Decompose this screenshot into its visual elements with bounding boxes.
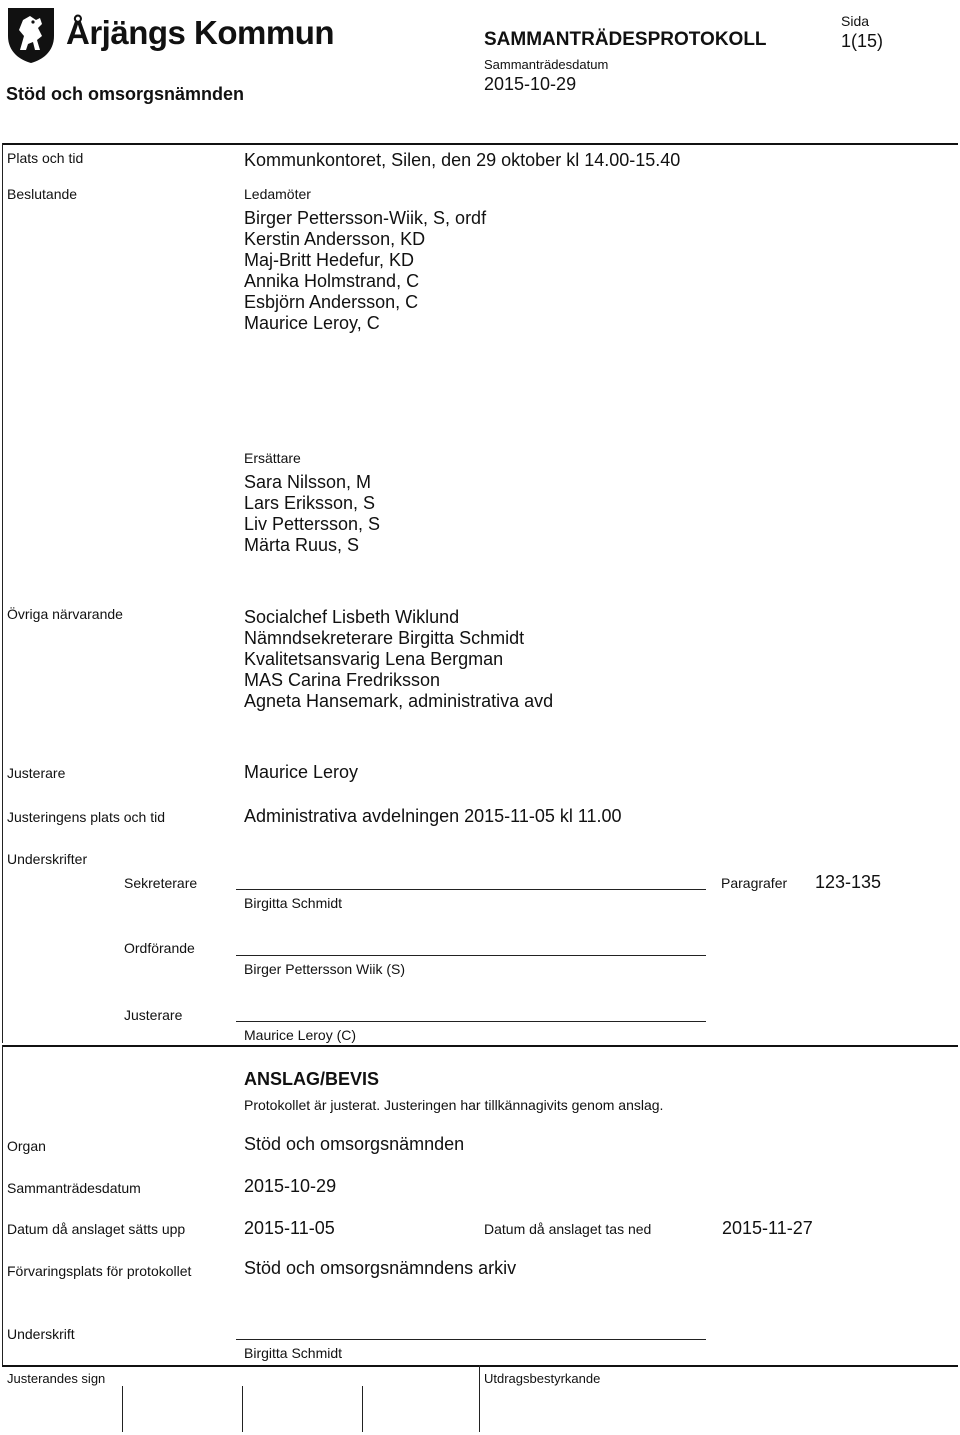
chair-signature-line (236, 955, 706, 956)
substitute-item: Märta Ruus, S (244, 535, 360, 555)
adjustment-place-value: Administrativa avdelningen 2015-11-05 kl 11.00 (244, 806, 622, 826)
attendee-item: Socialchef Lisbeth Wiklund (244, 607, 460, 627)
attendee-item: Kvalitetsansvarig Lena Bergman (244, 649, 504, 669)
posted-date-label: Datum då anslaget sätts upp (7, 1221, 186, 1237)
adjuster-value: Maurice Leroy (244, 762, 359, 782)
notice-statement: Protokollet är justerat. Justeringen har tillkännagivits genom anslag. (244, 1097, 664, 1113)
substitute-item: Liv Pettersson, S (244, 514, 381, 534)
signature-divider (2, 1045, 958, 1047)
notice-date-label: Sammanträdesdatum (7, 1180, 141, 1196)
paragraphs-label: Paragrafer (721, 875, 788, 891)
attendee-item: Nämndsekreterare Birgitta Schmidt (244, 628, 525, 648)
members-heading: Ledamöter (244, 186, 311, 202)
notice-date-value: 2015-10-29 (244, 1176, 337, 1196)
sign-box-divider (362, 1386, 363, 1432)
document-title: SAMMANTRÄDESPROTOKOLL (484, 29, 767, 50)
signatures-heading: Underskrifter (7, 851, 88, 867)
member-item: Birger Pettersson-Wiik, S, ordf (244, 208, 487, 228)
place-label: Plats och tid (7, 150, 84, 166)
meeting-date: 2015-10-29 (484, 74, 577, 94)
substitute-item: Sara Nilsson, M (244, 472, 372, 492)
page-label: Sida (841, 13, 870, 29)
attendee-item: MAS Carina Fredriksson (244, 670, 441, 690)
member-item: Maj-Britt Hedefur, KD (244, 250, 415, 270)
member-item: Kerstin Andersson, KD (244, 229, 426, 249)
signature-label: Underskrift (7, 1326, 75, 1342)
header-divider (2, 143, 958, 145)
chair-name: Birger Pettersson Wiik (S) (244, 961, 406, 977)
adjustment-place-label: Justeringens plats och tid (7, 809, 165, 825)
notice-heading: ANSLAG/BEVIS (244, 1069, 380, 1089)
storage-value: Stöd och omsorgsnämndens arkiv (244, 1258, 517, 1278)
page-number: 1(15) (841, 31, 884, 51)
substitutes-list (244, 472, 380, 556)
substitute-item: Lars Eriksson, S (244, 493, 376, 513)
extract-certification-label: Utdragsbestyrkande (484, 1371, 601, 1386)
members-list (244, 208, 486, 334)
left-border (2, 143, 3, 1043)
substitutes-heading: Ersättare (244, 450, 301, 466)
footer-divider (2, 1365, 958, 1367)
others-present-list (244, 607, 553, 712)
adjuster-label: Justerare (7, 765, 66, 781)
coat-of-arms-icon (6, 6, 56, 64)
decision-makers-label: Beslutande (7, 186, 78, 202)
member-item: Maurice Leroy, C (244, 313, 380, 333)
member-item: Esbjörn Andersson, C (244, 292, 419, 312)
secretary-signature-line (236, 889, 706, 890)
committee-name: Stöd och omsorgsnämnden (6, 84, 245, 104)
place-value: Kommunkontoret, Silen, den 29 oktober kl 14.00-15.40 (244, 150, 681, 170)
signature-name: Birgitta Schmidt (244, 1345, 343, 1361)
adjusters-sign-label: Justerandes sign (7, 1371, 106, 1386)
adjuster-sign-name: Maurice Leroy (C) (244, 1027, 357, 1043)
attendee-item: Agneta Hansemark, administrativa avd (244, 691, 554, 711)
member-item: Annika Holmstrand, C (244, 271, 420, 291)
logo-wordmark: Årjängs Kommun (66, 14, 335, 51)
adjuster-signature-line (236, 1021, 706, 1022)
removed-date-label: Datum då anslaget tas ned (484, 1221, 652, 1237)
notice-signature-line (236, 1339, 706, 1340)
sign-box-divider (242, 1386, 243, 1432)
sign-box-divider (122, 1386, 123, 1432)
secretary-label: Sekreterare (124, 875, 198, 891)
organ-label: Organ (7, 1138, 46, 1154)
storage-label: Förvaringsplats för protokollet (7, 1263, 192, 1279)
organ-value: Stöd och omsorgsnämnden (244, 1134, 465, 1154)
removed-date-value: 2015-11-27 (722, 1218, 813, 1238)
others-present-label: Övriga närvarande (7, 606, 123, 622)
posted-date-value: 2015-11-05 (244, 1218, 335, 1238)
meeting-date-label: Sammanträdesdatum (484, 57, 609, 72)
left-border-lower (2, 1045, 3, 1365)
adjuster-sign-label: Justerare (124, 1007, 183, 1023)
chair-label: Ordförande (124, 940, 195, 956)
paragraphs-value: 123-135 (815, 872, 882, 892)
secretary-name: Birgitta Schmidt (244, 895, 343, 911)
sign-box-divider (479, 1365, 480, 1432)
